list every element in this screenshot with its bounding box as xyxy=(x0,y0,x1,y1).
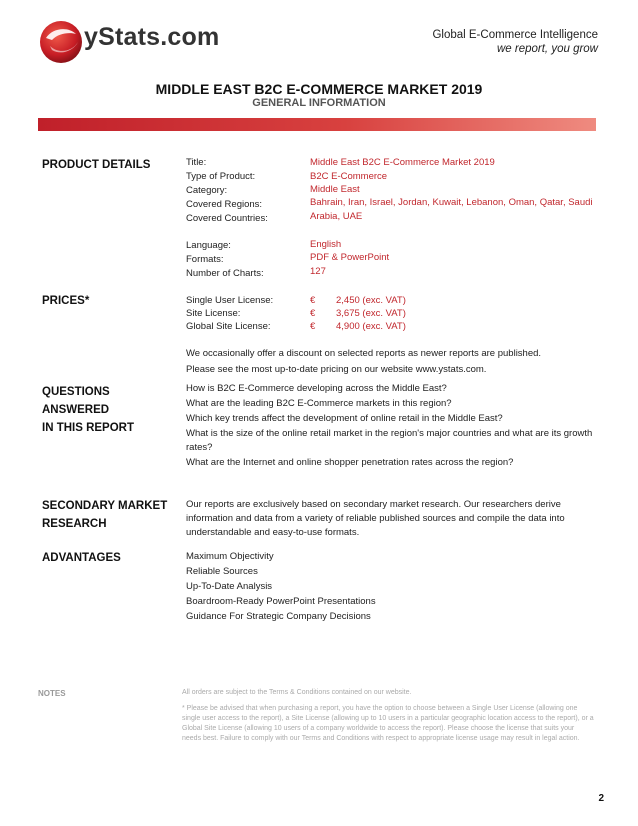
notes-line-2: * Please be advised that when purchasing a report, you have the option to choose between a Single User License (allowing one single user access to the report), a Site License (allowing up to 10 users in a particular geographic location access to the report), or a Global Site License (allowing 10 users of a company worldwide to access the report). Please choose the license that suits your needs best. Failure to comply with our Terms and Conditions with respect to appropriate license usage may result in legal action. xyxy=(182,705,594,742)
tagline xyxy=(432,29,598,55)
notes-heading: NOTES xyxy=(38,689,66,698)
pricing-note-line-2: Please see the most up-to-date pricing on our website www.ystats.com. xyxy=(186,364,487,375)
detail-value-charts: 127 xyxy=(310,266,326,277)
detail-value-language: English xyxy=(310,239,342,250)
question-item: Which key trends affect the development of online retail in the Middle East? xyxy=(186,413,503,424)
price-currency-single: € xyxy=(310,295,316,306)
secondary-heading-line-2: RESEARCH xyxy=(42,518,107,530)
detail-label-formats: Formats: xyxy=(186,254,224,265)
questions-heading-line-3: IN THIS REPORT xyxy=(42,422,135,434)
question-item: What are the Internet and online shopper penetration rates across the region? xyxy=(186,457,514,468)
detail-value-regions: Bahrain, Iran, Israel, Jordan, Kuwait, Lebanon, Oman, Qatar, Saudi Arabia, UAE xyxy=(310,197,593,222)
tagline-line-1: Global E-Commerce Intelligence xyxy=(432,29,598,41)
question-item: How is B2C E-Commerce developing across the Middle East? xyxy=(186,383,447,394)
detail-value-formats: PDF & PowerPoint xyxy=(310,252,390,263)
pricing-note-line-1: We occasionally offer a discount on selected reports as newer reports are published. xyxy=(186,348,542,359)
header-divider-bar xyxy=(38,118,596,131)
questions-heading-line-1: QUESTIONS xyxy=(42,386,110,398)
page-number: 2 xyxy=(598,793,604,804)
advantage-item: Maximum Objectivity xyxy=(186,551,274,562)
price-amount-global: 4,900 (exc. VAT) xyxy=(336,321,406,332)
secondary-research-heading xyxy=(42,497,167,533)
advantage-item: Boardroom-Ready PowerPoint Presentations xyxy=(186,596,376,607)
notes-line-1: All orders are subject to the Terms & Conditions contained on our website. xyxy=(182,689,412,696)
questions-heading xyxy=(42,383,134,437)
detail-value-title: Middle East B2C E-Commerce Market 2019 xyxy=(310,157,495,168)
price-amount-site: 3,675 (exc. VAT) xyxy=(336,308,406,319)
price-currency-global: € xyxy=(310,321,316,332)
page-subtitle: GENERAL INFORMATION xyxy=(252,97,386,109)
product-details-heading: PRODUCT DETAILS xyxy=(42,159,151,171)
logo-text: yStats.com xyxy=(84,23,220,51)
notes-text xyxy=(182,688,594,750)
price-label-single: Single User License: xyxy=(186,295,274,306)
detail-label-regions: Covered Regions: xyxy=(186,199,263,210)
price-currency-site: € xyxy=(310,308,316,319)
price-label-global: Global Site License: xyxy=(186,321,271,332)
price-amount-single: 2,450 (exc. VAT) xyxy=(336,295,406,306)
advantages-heading: ADVANTAGES xyxy=(42,552,121,564)
price-label-site: Site License: xyxy=(186,308,241,319)
secondary-research-text: Our reports are exclusively based on secondary market research. Our researchers derive information and data from a variety of reliable published sources and compile the data into understandable and easy-to-use formats. xyxy=(186,499,565,538)
question-item: What are the leading B2C E-Commerce markets in this region? xyxy=(186,398,452,409)
questions-heading-line-2: ANSWERED xyxy=(42,404,110,416)
detail-value-type: B2C E-Commerce xyxy=(310,171,388,182)
pricing-note xyxy=(186,347,596,379)
detail-label-countries: Covered Countries: xyxy=(186,213,268,224)
detail-label-type: Type of Product: xyxy=(186,171,256,182)
detail-label-category: Category: xyxy=(186,185,228,196)
secondary-heading-line-1: SECONDARY MARKET xyxy=(42,500,168,512)
detail-value-category: Middle East xyxy=(310,184,360,195)
questions-list xyxy=(186,382,594,471)
detail-label-charts: Number of Charts: xyxy=(186,268,264,279)
detail-label-title: Title: xyxy=(186,157,207,168)
advantage-item: Up-To-Date Analysis xyxy=(186,581,273,592)
prices-heading: PRICES* xyxy=(42,295,90,307)
question-item: What is the size of the online retail market in the region's major countries and what are its growth rates? xyxy=(186,428,593,453)
advantage-item: Guidance For Strategic Company Decisions xyxy=(186,611,371,622)
page-title: MIDDLE EAST B2C E-COMMERCE MARKET 2019 xyxy=(155,81,483,97)
advantage-item: Reliable Sources xyxy=(186,566,258,577)
advantages-list xyxy=(186,550,596,625)
detail-label-language: Language: xyxy=(186,240,231,251)
tagline-line-2: we report, you grow xyxy=(497,43,598,55)
